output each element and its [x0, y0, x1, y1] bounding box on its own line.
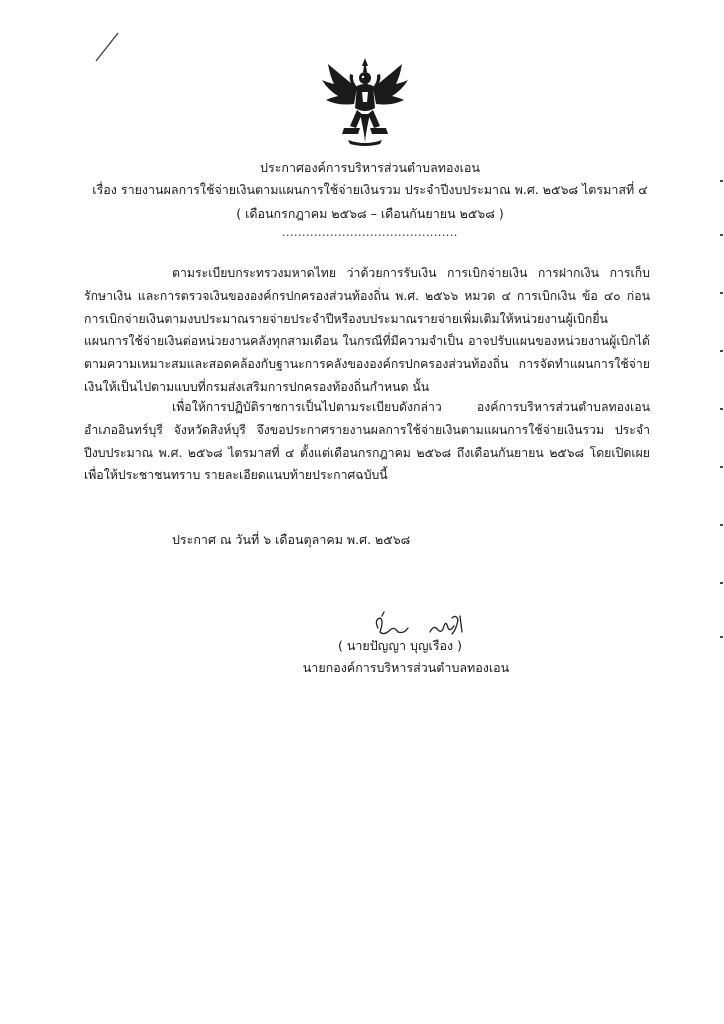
reporting-period: ( เดือนกรกฎาคม ๒๕๖๘ – เดือนกันยายน ๒๕๖๘ ) — [236, 206, 504, 221]
announcement-subject: เรื่อง รายงานผลการใช้จ่ายเงินตามแผนการใช้จ่ายเงินรวม ประจำปีงบประมาณ พ.ศ. ๒๕๖๘ ไตรมาสที่ ๔ — [92, 182, 648, 197]
body-paragraph-regulation: ตามระเบียบกระทรวงมหาดไทย ว่าด้วยการรับเงิน การเบิกจ่ายเงิน การฝากเงิน การเก็บรักษาเงิน และการตรวจเงินขององค์กรปกครองส่วนท้องถิ่น พ.ศ. ๒๕๖๖ หมวด ๔ การเบิกเงิน ข้อ ๔๐ ก่อนการเบิกจ่ายเงินตามงบประมาณรายจ่ายประจำปีหรืองบประมาณรายจ่ายเพิ่มเติมให้หน่วยงานผู้เบิกยื่นแผนการใช้จ่ายเงินต่อหน่วยงานคลังทุกสามเดือน ในกรณีที่มีความจำเป็น อาจปรับแผนของหน่วยงานผู้เบิกได้ตามความเหมาะสมและสอดคล้องกับฐานะการคลังขององค์กรปกครองส่วนท้องถิ่น การจัดทำแผนการใช้จ่ายเงินให้เป็นไปตามแบบที่กรมส่งเสริมการปกครองท้องถิ่นกำหนด นั้น — [84, 266, 650, 394]
header-separator: ............................................ — [282, 226, 458, 239]
signatory-name: ( นายปัญญา บุญเรือง ) — [338, 638, 462, 653]
garuda-emblem-icon — [320, 56, 410, 148]
announcement-date: ประกาศ ณ วันที่ ๖ เดือนตุลาคม พ.ศ. ๒๕๖๘ — [172, 532, 411, 547]
body-paragraph-announcement: เพื่อให้การปฏิบัติราชการเป็นไปตามระเบียบดังกล่าว องค์การบริหารส่วนตำบลทองเอน อำเภออินทร์บุรี จังหวัดสิงห์บุรี จึงขอประกาศรายงานผลการใช้จ่ายเงินตามแผนการใช้จ่ายเงินรวม ประจำปีงบประมาณ พ.ศ. ๒๕๖๘ ไตรมาสที่ ๔ ตั้งแต่เดือนกรกฎาคม ๒๕๖๘ ถึงเดือนกันยายน ๒๕๖๘ โดยเปิดเผยเพื่อให้ประชาชนทราบ รายละเอียดแนบท้ายประกาศฉบับนี้ — [84, 400, 650, 483]
signatory-position: นายกองค์การบริหารส่วนตำบลทองเอน — [302, 660, 510, 675]
pen-mark-icon — [92, 30, 122, 64]
scan-edge-marks — [716, 180, 724, 640]
announcement-title: ประกาศองค์การบริหารส่วนตำบลทองเอน — [260, 160, 480, 175]
